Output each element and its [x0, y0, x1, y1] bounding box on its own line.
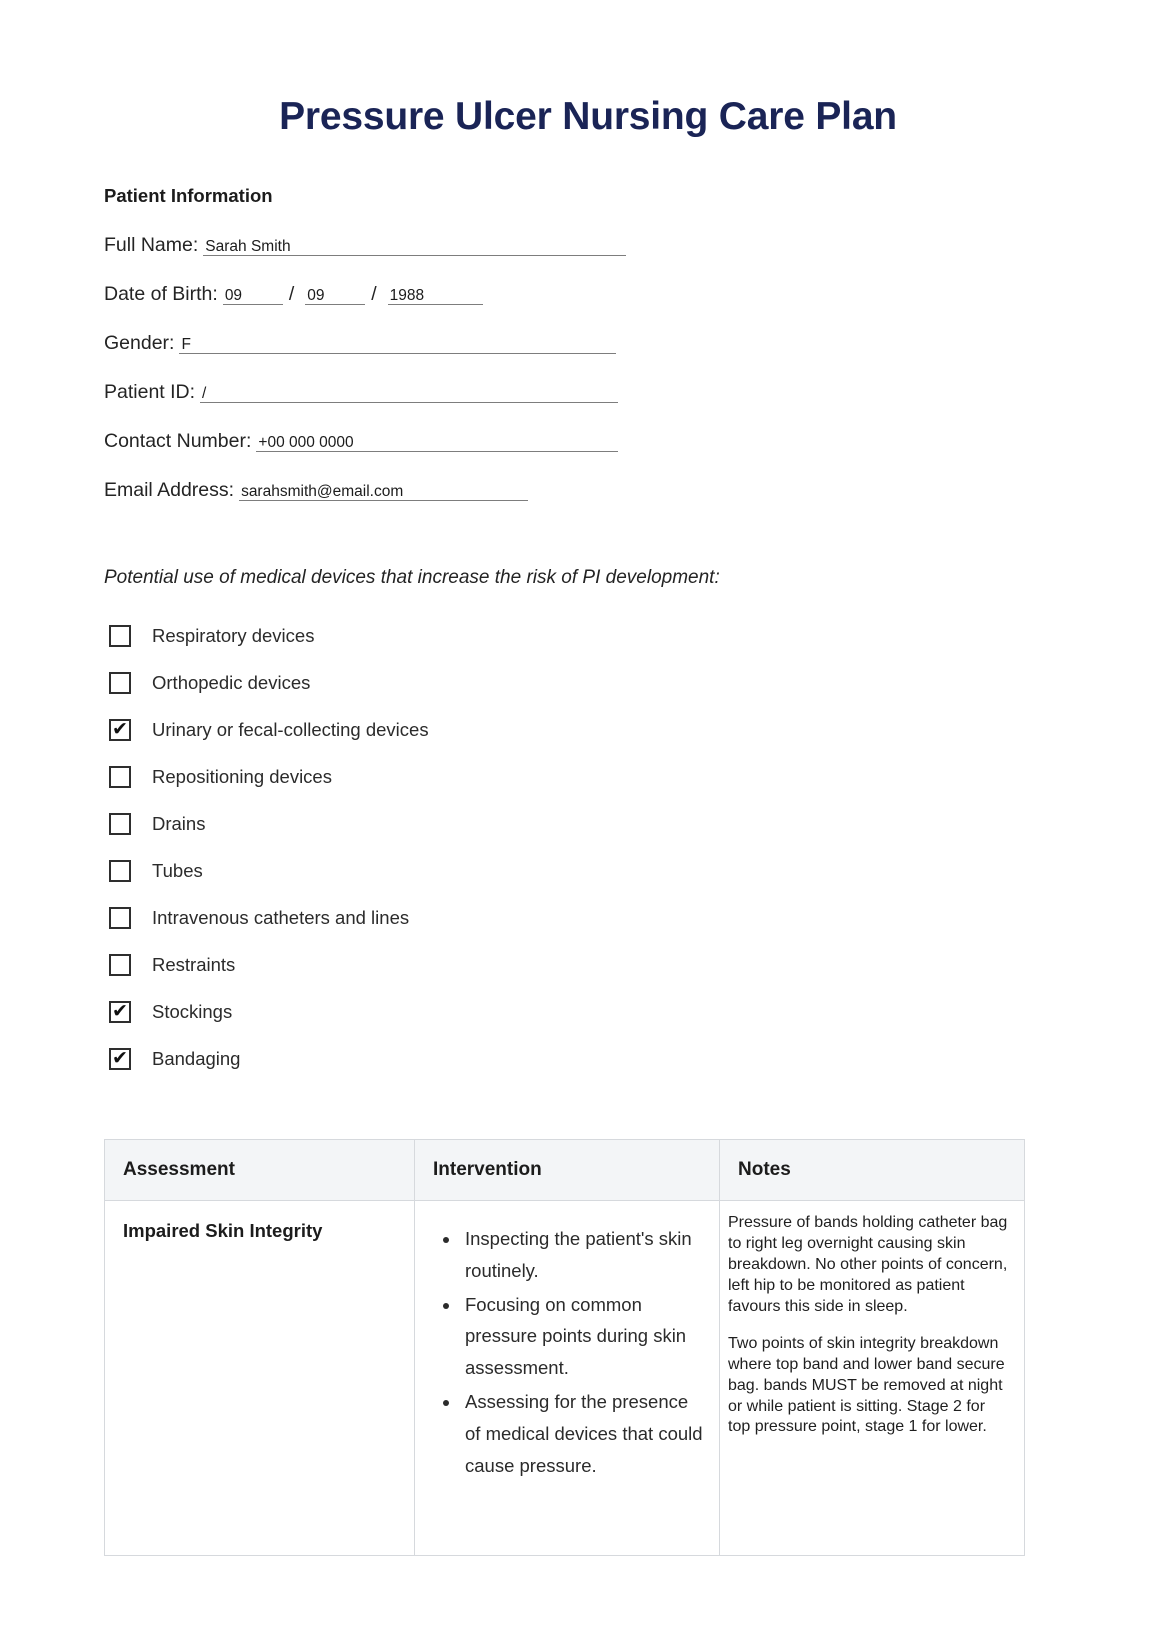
- document-body: [0, 185, 1176, 1556]
- dob-month-value: 09: [307, 286, 325, 304]
- table-header-row: [105, 1139, 1025, 1200]
- checkbox-label: Bandaging: [152, 1048, 241, 1070]
- email-address-label: Email Address:: [104, 478, 235, 501]
- care-plan-table-head: [105, 1139, 1025, 1200]
- field-gender: [104, 327, 1072, 354]
- patient-id-value: /: [202, 384, 207, 402]
- page-title: Pressure Ulcer Nursing Care Plan: [279, 95, 897, 138]
- table-row: [105, 1200, 1025, 1555]
- patient-information-heading: Patient Information: [104, 184, 273, 206]
- checkbox-row[interactable]: [104, 660, 1072, 707]
- patient-id-input[interactable]: [200, 380, 618, 403]
- dob-day-value: 09: [224, 286, 243, 304]
- checkbox-label: Orthopedic devices: [152, 672, 311, 694]
- care-plan-table-body: [105, 1200, 1025, 1555]
- checkbox-checked-icon[interactable]: [109, 1001, 131, 1023]
- intervention-list: [425, 1223, 705, 1482]
- intervention-list-item: • Assessing for the presence of medical devices that could cause pressure.: [461, 1386, 705, 1481]
- checkbox-row[interactable]: [104, 848, 1072, 895]
- medical-devices-checklist: [104, 613, 1072, 1083]
- field-patient-id: [104, 376, 1072, 403]
- gender-label: Gender:: [104, 331, 175, 354]
- dob-year-input[interactable]: [388, 282, 483, 305]
- gender-input[interactable]: [179, 331, 616, 354]
- dob-year-value: 1988: [389, 286, 425, 304]
- devices-prompt: Potential use of medical devices that increase the risk of PI development:: [104, 567, 720, 589]
- gender-value: F: [181, 335, 191, 353]
- checkbox-label: Drains: [152, 813, 206, 835]
- date-of-birth-label: Date of Birth:: [104, 282, 218, 305]
- assessment-value: Impaired Skin Integrity: [123, 1219, 323, 1241]
- dob-separator-1: /: [288, 282, 295, 305]
- contact-number-input[interactable]: [256, 429, 618, 452]
- dob-separator-2: /: [371, 282, 377, 305]
- checkbox-label: Repositioning devices: [152, 766, 332, 788]
- assessment-cell: [105, 1200, 415, 1555]
- checkbox-unchecked-icon[interactable]: [109, 625, 131, 647]
- checkbox-unchecked-icon[interactable]: [109, 907, 131, 929]
- intervention-cell: [415, 1200, 720, 1555]
- contact-number-value: +00 000 0000: [258, 433, 354, 451]
- notes-cell: [720, 1200, 1025, 1555]
- checkbox-row[interactable]: [104, 942, 1072, 989]
- dob-month-input[interactable]: [305, 282, 365, 305]
- column-header-intervention: Intervention: [415, 1139, 720, 1200]
- checkbox-unchecked-icon[interactable]: [109, 813, 131, 835]
- checkbox-label: Intravenous catheters and lines: [152, 907, 410, 929]
- checkmark-icon: ✔: [112, 1046, 128, 1069]
- checkbox-checked-icon[interactable]: [109, 1048, 131, 1070]
- field-date-of-birth: [104, 278, 1072, 305]
- field-email-address: [104, 474, 1072, 501]
- checkbox-label: Urinary or fecal-collecting devices: [152, 719, 429, 741]
- care-plan-table: [104, 1139, 1025, 1556]
- notes-content: [720, 1201, 1024, 1457]
- field-contact-number: [104, 425, 1072, 452]
- checkbox-row[interactable]: [104, 895, 1072, 942]
- checkbox-label: Tubes: [152, 860, 203, 882]
- intervention-content: [415, 1201, 719, 1508]
- email-address-value: sarahsmith@email.com: [241, 482, 404, 500]
- column-header-notes: Notes: [720, 1139, 1025, 1200]
- checkbox-unchecked-icon[interactable]: [109, 766, 131, 788]
- checkbox-row[interactable]: [104, 613, 1072, 660]
- email-address-input[interactable]: [239, 478, 528, 501]
- full-name-label: Full Name:: [104, 233, 199, 256]
- checkbox-label: Stockings: [152, 1001, 233, 1023]
- full-name-value: Sarah Smith: [205, 237, 291, 255]
- checkbox-label: Respiratory devices: [152, 625, 315, 647]
- checkbox-label: Restraints: [152, 954, 236, 976]
- checkbox-unchecked-icon[interactable]: [109, 672, 131, 694]
- intervention-list-item: • Focusing on common pressure points during skin assessment.: [461, 1289, 705, 1384]
- checkbox-row[interactable]: [104, 801, 1072, 848]
- contact-number-label: Contact Number:: [104, 429, 252, 452]
- notes-paragraph: Two points of skin integrity breakdown where top band and lower band secure bag. bands MUST be removed at night or while patient is sitting. Stage 2 for top pressure point, stage 1 for lower.: [728, 1334, 1005, 1436]
- checkbox-unchecked-icon[interactable]: [109, 954, 131, 976]
- column-header-assessment: Assessment: [105, 1139, 415, 1200]
- field-full-name: [104, 229, 1072, 256]
- checkmark-icon: ✔: [112, 717, 128, 740]
- dob-day-input[interactable]: [223, 282, 283, 305]
- intervention-list-item: • Inspecting the patient's skin routinely.: [461, 1223, 705, 1287]
- checkmark-icon: ✔: [112, 999, 128, 1022]
- checkbox-row[interactable]: [104, 707, 1072, 754]
- checkbox-row[interactable]: [104, 1036, 1072, 1083]
- checkbox-checked-icon[interactable]: [109, 719, 131, 741]
- full-name-input[interactable]: [203, 233, 626, 256]
- checkbox-row[interactable]: [104, 989, 1072, 1036]
- checkbox-row[interactable]: [104, 754, 1072, 801]
- checkbox-unchecked-icon[interactable]: [109, 860, 131, 882]
- notes-paragraph: Pressure of bands holding catheter bag to right leg overnight causing skin breakdown. No other points of concern, left hip to be monitored as patient favours this side in sleep.: [728, 1213, 1008, 1315]
- patient-id-label: Patient ID:: [104, 380, 196, 403]
